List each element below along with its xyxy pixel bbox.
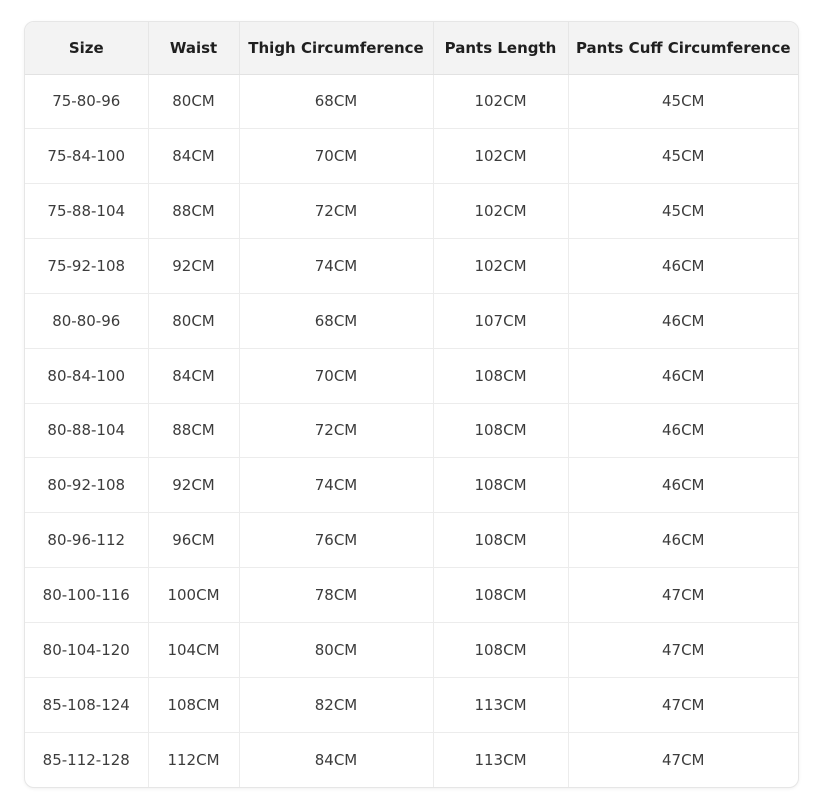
cell-size: 80-84-100	[25, 348, 148, 403]
header-row	[25, 22, 798, 74]
cell-length: 102CM	[433, 239, 568, 294]
cell-length: 107CM	[433, 293, 568, 348]
cell-cuff: 47CM	[568, 622, 798, 677]
size-chart-table	[25, 22, 798, 787]
table-row	[25, 403, 798, 458]
cell-cuff: 45CM	[568, 74, 798, 129]
table-row	[25, 622, 798, 677]
header-thigh-circumference: Thigh Circumference	[239, 22, 433, 74]
table-row	[25, 513, 798, 568]
cell-cuff: 46CM	[568, 293, 798, 348]
cell-size: 75-80-96	[25, 74, 148, 129]
table-row	[25, 239, 798, 294]
cell-waist: 104CM	[148, 622, 239, 677]
cell-waist: 92CM	[148, 239, 239, 294]
cell-length: 102CM	[433, 184, 568, 239]
cell-size: 85-108-124	[25, 677, 148, 732]
cell-waist: 84CM	[148, 348, 239, 403]
table-header	[25, 22, 798, 74]
cell-size: 80-100-116	[25, 568, 148, 623]
cell-waist: 80CM	[148, 293, 239, 348]
table-row	[25, 74, 798, 129]
cell-size: 75-92-108	[25, 239, 148, 294]
table-row	[25, 677, 798, 732]
cell-thigh: 68CM	[239, 74, 433, 129]
cell-length: 113CM	[433, 732, 568, 787]
cell-thigh: 78CM	[239, 568, 433, 623]
cell-size: 75-84-100	[25, 129, 148, 184]
cell-size: 80-88-104	[25, 403, 148, 458]
cell-size: 80-92-108	[25, 458, 148, 513]
cell-thigh: 70CM	[239, 129, 433, 184]
cell-length: 113CM	[433, 677, 568, 732]
cell-thigh: 72CM	[239, 184, 433, 239]
table-row	[25, 732, 798, 787]
cell-cuff: 47CM	[568, 568, 798, 623]
table-row	[25, 184, 798, 239]
cell-thigh: 84CM	[239, 732, 433, 787]
cell-waist: 84CM	[148, 129, 239, 184]
cell-cuff: 47CM	[661, 750, 705, 769]
header-size: Size	[25, 22, 148, 74]
cell-length: 102CM	[433, 74, 568, 129]
cell-thigh: 70CM	[239, 348, 433, 403]
table-row	[25, 129, 798, 184]
cell-length: 108CM	[433, 622, 568, 677]
cell-thigh: 80CM	[239, 622, 433, 677]
cell-waist: 88CM	[148, 184, 239, 239]
cell-thigh: 68CM	[239, 293, 433, 348]
header-waist: Waist	[148, 22, 239, 74]
cell-length: 102CM	[433, 129, 568, 184]
cell-cuff: 46CM	[568, 513, 798, 568]
cell-thigh: 76CM	[239, 513, 433, 568]
cell-length: 108CM	[433, 403, 568, 458]
cell-waist: 108CM	[148, 677, 239, 732]
table-body	[25, 74, 798, 787]
cell-length: 108CM	[433, 348, 568, 403]
cell-cuff: 46CM	[568, 239, 798, 294]
cell-cuff: 46CM	[568, 348, 798, 403]
cell-size: 80-104-120	[25, 622, 148, 677]
cell-length: 108CM	[433, 458, 568, 513]
table-row	[25, 348, 798, 403]
cell-waist: 88CM	[148, 403, 239, 458]
cell-cuff: 46CM	[568, 403, 798, 458]
cell-size: 80-80-96	[25, 293, 148, 348]
cell-size: 75-88-104	[25, 184, 148, 239]
cell-thigh: 72CM	[239, 403, 433, 458]
cell-waist: 80CM	[148, 74, 239, 129]
cell-waist: 112CM	[148, 732, 239, 787]
table-row	[25, 568, 798, 623]
table-row	[25, 458, 798, 513]
header-pants-length: Pants Length	[433, 22, 568, 74]
cell-length: 108CM	[433, 513, 568, 568]
cell-waist: 96CM	[148, 513, 239, 568]
cell-size: 80-96-112	[25, 513, 148, 568]
header-pants-cuff-circumference: Pants Cuff Circumference	[568, 22, 798, 74]
cell-length: 108CM	[433, 568, 568, 623]
table-row	[25, 293, 798, 348]
cell-cuff: 45CM	[568, 129, 798, 184]
cell-waist: 92CM	[148, 458, 239, 513]
cell-size: 85-112-128	[25, 732, 148, 787]
cell-cuff: 46CM	[568, 458, 798, 513]
cell-thigh: 74CM	[239, 458, 433, 513]
cell-cuff: 47CM	[568, 677, 798, 732]
cell-waist: 100CM	[148, 568, 239, 623]
cell-cuff: 45CM	[568, 184, 798, 239]
cell-thigh: 74CM	[239, 239, 433, 294]
size-chart-table-container	[24, 21, 799, 788]
cell-thigh: 82CM	[239, 677, 433, 732]
